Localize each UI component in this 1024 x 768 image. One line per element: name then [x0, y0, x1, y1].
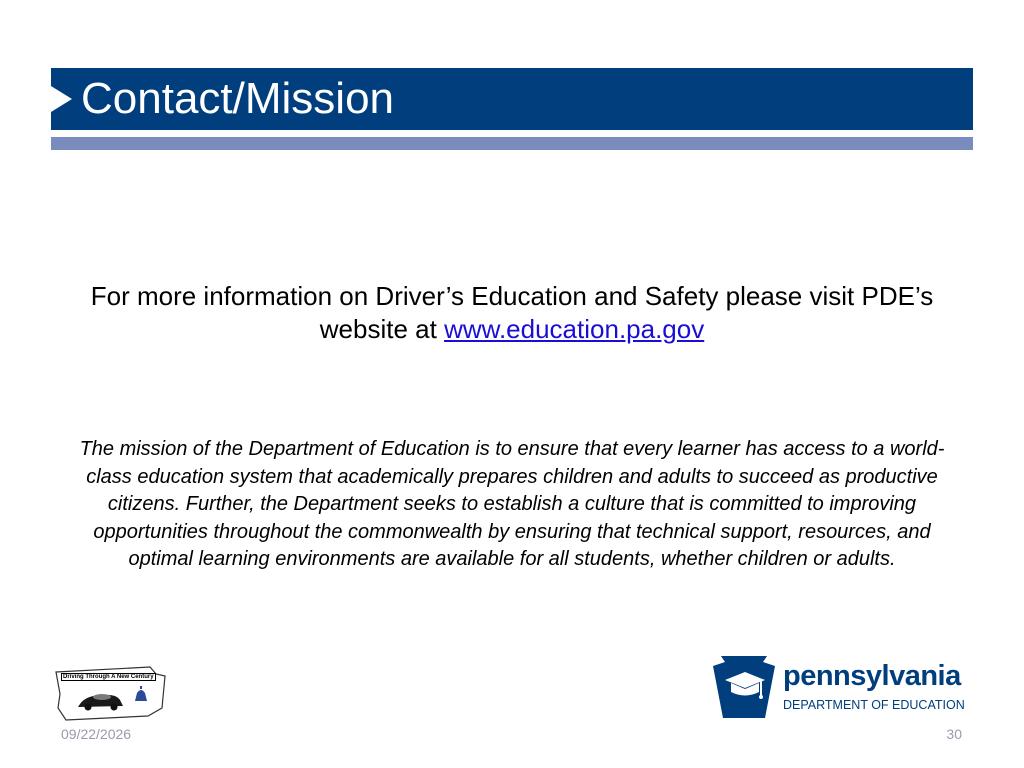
- education-website-link[interactable]: www.education.pa.gov: [444, 314, 705, 344]
- slide-number: 30: [946, 726, 962, 742]
- pennsylvania-wordmark: pennsylvania: [783, 660, 961, 692]
- title-accent-bar: [51, 137, 973, 150]
- title-arrow-icon: [51, 86, 72, 112]
- logo-left-label: Driving Through A New Century: [63, 674, 154, 680]
- info-paragraph: [60, 280, 964, 346]
- slide-title-bar: [51, 68, 973, 130]
- mission-statement: The mission of the Department of Education is to ensure that every learner has access to a world-class education system that academically prepares children and adults to succeed as productive citizens. Further, the Department seeks to establish a culture that is committed to improving opportunities throughout the commonwealth by ensuring that technical support, resources, and optimal learning environments are available for all students, whether children or adults.: [79, 438, 945, 570]
- pde-logo: [711, 654, 973, 722]
- slide-title: Contact/Mission: [81, 74, 395, 123]
- driving-century-logo: [52, 664, 170, 724]
- keystone-icon: [711, 654, 777, 720]
- info-text: For more information on Driver’s Education and Safety please visit PDE’s website at: [90, 281, 934, 344]
- footer-date: 09/22/2026: [61, 726, 132, 742]
- department-of-education-label: DEPARTMENT OF EDUCATION: [783, 698, 965, 712]
